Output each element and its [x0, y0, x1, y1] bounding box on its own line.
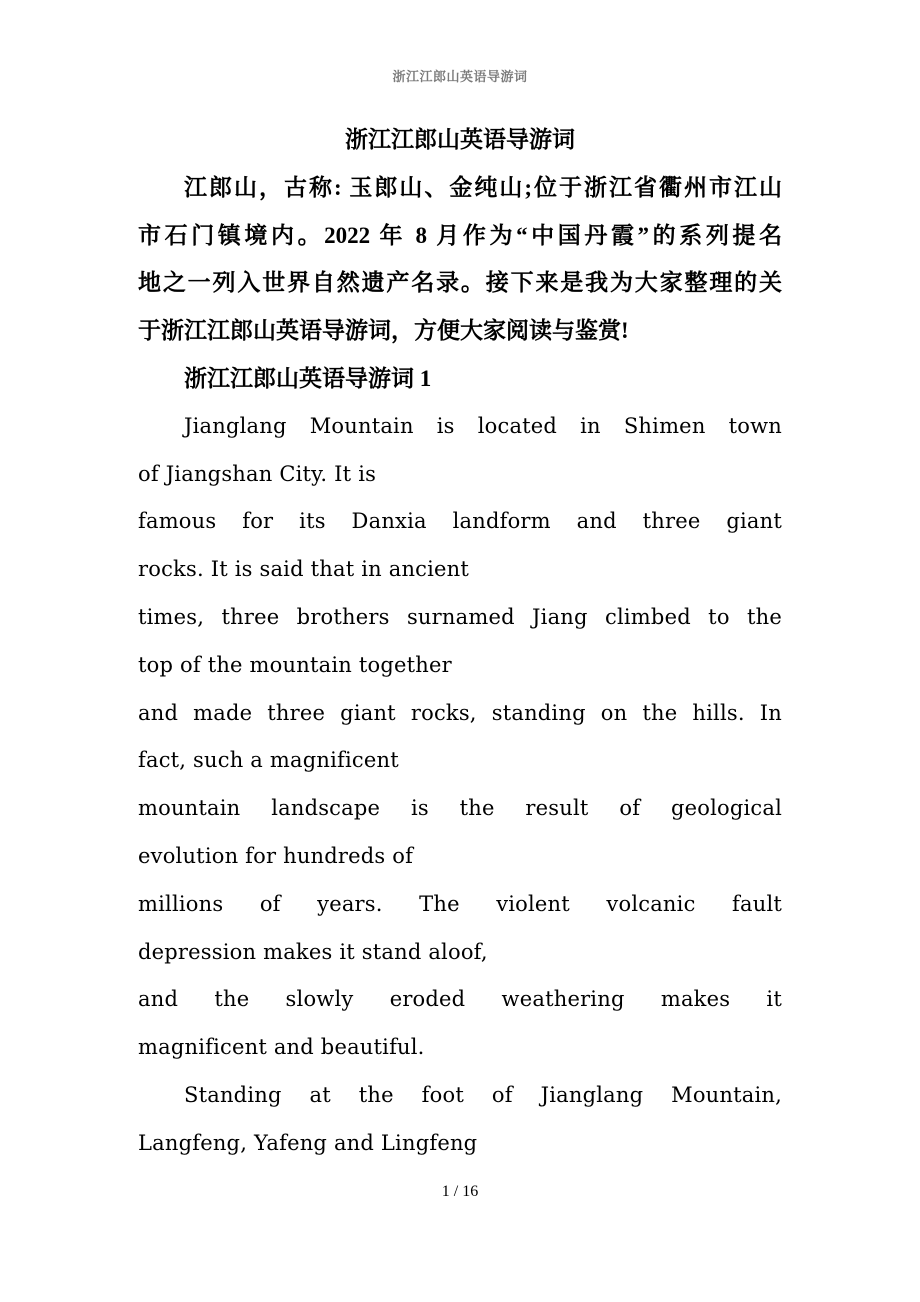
text-line: rocks. It is said that in ancient — [138, 557, 470, 582]
section-subtitle: 浙江江郎山英语导游词 1 — [184, 365, 432, 391]
document-title: 浙江江郎山英语导游词 — [345, 127, 575, 152]
paragraph-english-6 — [138, 881, 782, 977]
text-line: fact, such a magnificent — [138, 748, 399, 773]
text-line: 江郎山，古称: 玉郎山、金纯山;位于浙江省衢州市江山 — [184, 174, 782, 200]
text-line: top of the mountain together — [138, 652, 452, 677]
text-line: and the slowly eroded weathering makes it — [138, 987, 782, 1012]
document-content — [138, 116, 782, 1168]
paragraph-english-7 — [138, 976, 782, 1072]
text-line: mountain landscape is the result of geological — [138, 796, 782, 821]
text-line: 于浙江江郎山英语导游词，方便大家阅读与鉴赏! — [138, 318, 629, 344]
paragraph-english-8 — [138, 1072, 782, 1168]
text-line: evolution for hundreds of — [138, 843, 414, 868]
text-line: magnificent and beautiful. — [138, 1035, 425, 1060]
text-line: and made three giant rocks, standing on the hills. In — [138, 700, 782, 725]
page-header — [0, 66, 920, 85]
page-footer — [0, 1168, 920, 1216]
text-line: of Jiangshan City. It is — [138, 461, 377, 486]
text-line: depression makes it stand aloof, — [138, 939, 488, 964]
text-line: Standing at the foot of Jianglang Mountain, — [184, 1082, 782, 1107]
text-line: times, three brothers surnamed Jiang climbed to the — [138, 604, 782, 629]
paragraph-english-1 — [138, 403, 782, 499]
text-line: Jianglang Mountain is located in Shimen town — [184, 413, 782, 438]
text-line: Langfeng, Yafeng and Lingfeng — [138, 1130, 478, 1155]
text-line: millions of years. The violent volcanic fault — [138, 891, 782, 916]
text-line: famous for its Danxia landform and three giant — [138, 509, 782, 534]
paragraph-english-5 — [138, 785, 782, 881]
paragraph-chinese-intro — [138, 164, 782, 355]
paragraph-english-3 — [138, 594, 782, 690]
page-number: 1 / 16 — [441, 1183, 479, 1200]
paragraph-english-4 — [138, 690, 782, 786]
header-title: 浙江江郎山英语导游词 — [392, 69, 528, 84]
paragraph-english-2 — [138, 498, 782, 594]
text-line: 市石门镇境内。2022 年 8 月作为“中国丹霞”的系列提名 — [138, 222, 782, 248]
text-line: 地之一列入世界自然遗产名录。接下来是我为大家整理的关 — [138, 270, 782, 296]
